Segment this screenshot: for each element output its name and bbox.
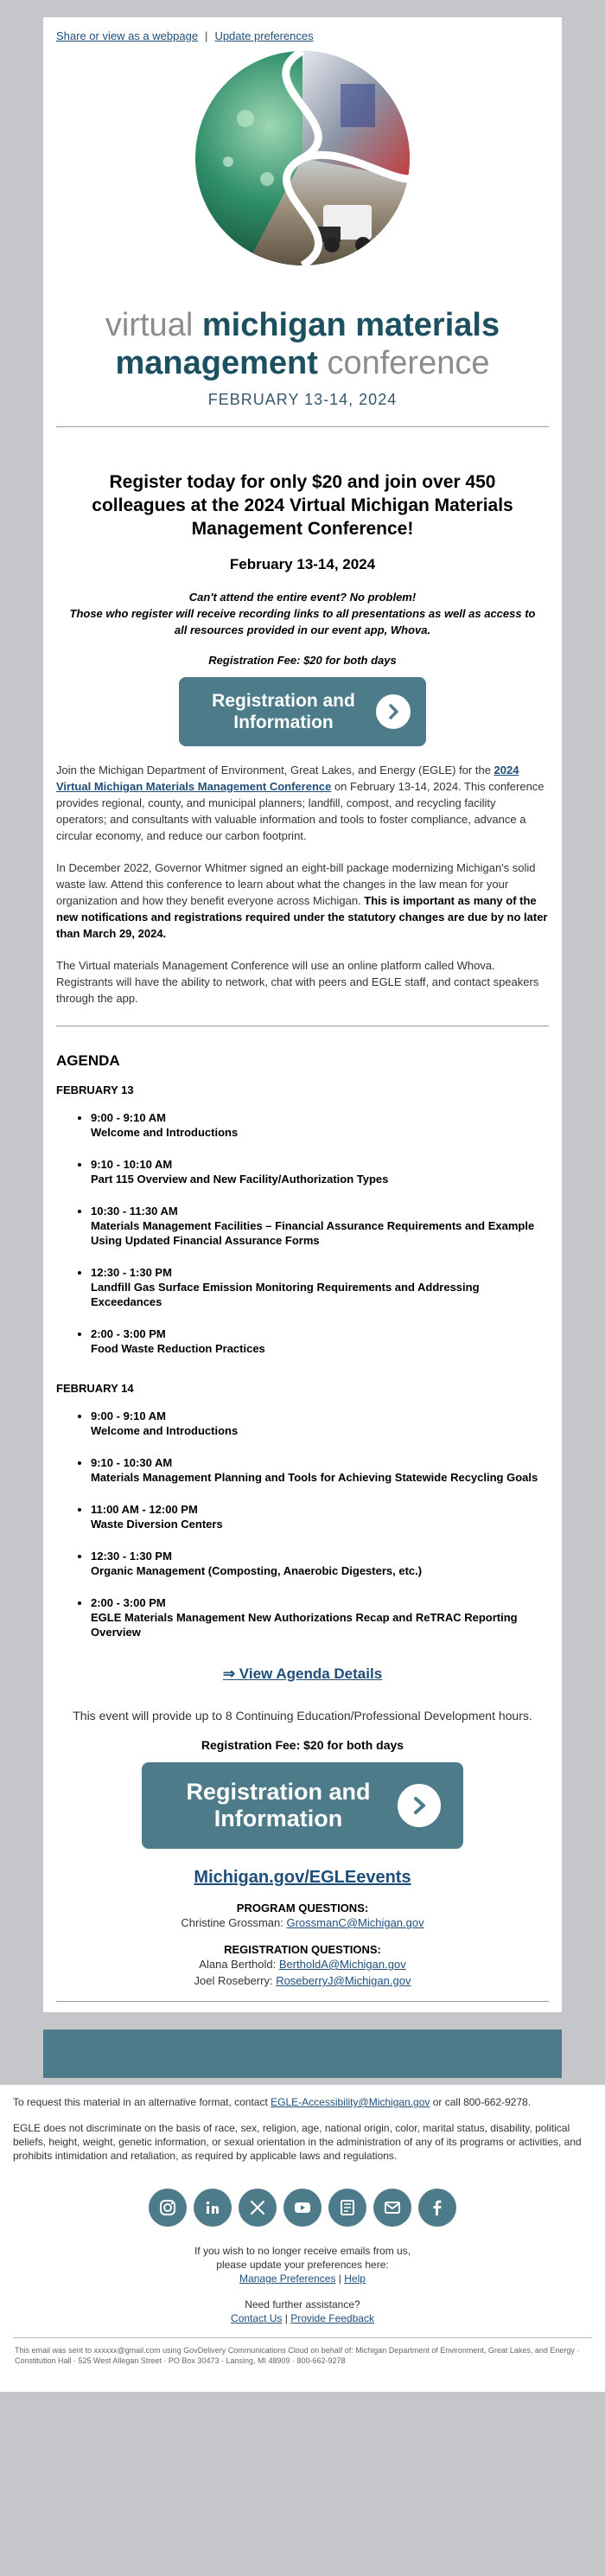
- session-time: • 12:30 - 1:30 PM: [91, 1266, 172, 1279]
- session-item: [91, 1157, 549, 1186]
- instagram-icon[interactable]: [149, 2189, 187, 2227]
- accessibility-phone: or call 800-662-9278.: [430, 2096, 532, 2108]
- intro-text-start: Join the Michigan Department of Environment, Great Lakes, and Energy (EGLE) for the: [56, 764, 494, 777]
- registration-contact-line: [56, 1956, 549, 1972]
- session-item: [91, 1265, 549, 1309]
- session-title: EGLE Materials Management New Authorizations Recap and ReTRAC Reporting Overview: [91, 1611, 518, 1639]
- footer-pipe: |: [284, 2312, 288, 2324]
- whova-paragraph: The Virtual materials Management Conference will use an online platform called Whova. Registrants will have the ability to network, chat with peers and EGLE staff, and contact speakers through the app.: [56, 959, 539, 1005]
- session-time: • 9:10 - 10:10 AM: [91, 1158, 173, 1171]
- registration-contact-name: Alana Berthold:: [199, 1958, 279, 1971]
- session-item: [91, 1549, 549, 1578]
- footer-pipe: |: [338, 2272, 341, 2285]
- logo-swirl-image: [194, 49, 411, 267]
- session-title: Organic Management (Composting, Anaerobic Digesters, etc.): [91, 1564, 423, 1577]
- session-title: Part 115 Overview and New Facility/Authorization Types: [91, 1173, 389, 1186]
- session-list: [56, 1409, 549, 1640]
- session-item: [91, 1409, 549, 1438]
- accessibility-note: [13, 2095, 592, 2109]
- conference-page-link[interactable]: 2024 Virtual Michigan Materials Management Conference: [56, 764, 519, 793]
- session-title: Materials Management Facilities – Financial Assurance Requirements and Example Using Updated Financial Assurance Forms: [91, 1219, 535, 1247]
- youtube-icon[interactable]: [283, 2189, 322, 2227]
- divider-bottom: [56, 2001, 549, 2002]
- registration-contact-line: [56, 1972, 549, 1989]
- registration-button-label: [191, 690, 376, 733]
- view-agenda-details-link[interactable]: ⇒ View Agenda Details: [222, 1665, 383, 1682]
- session-time: • 9:00 - 9:10 AM: [91, 1409, 166, 1422]
- agenda-day-2: [56, 1382, 549, 1640]
- session-time: • 11:00 AM - 12:00 PM: [91, 1503, 198, 1516]
- session-item: [91, 1595, 549, 1640]
- newsletter-icon[interactable]: [328, 2189, 366, 2227]
- session-time: • 2:00 - 3:00 PM: [91, 1596, 166, 1609]
- registration-button-line1: Registration and: [186, 1779, 371, 1805]
- title-word-conference: conference: [327, 345, 490, 381]
- registration-button-top[interactable]: [179, 677, 426, 746]
- registration-questions-heading: REGISTRATION QUESTIONS:: [224, 1943, 381, 1956]
- assistance-note: [13, 2298, 592, 2325]
- legal-footer: This email was sent to xxxxxx@gmail.com using GovDelivery Communications Cloud on behalf of: Michigan Department of Environment, Great Lakes, and Energy · Constitution Hall · 525 West Allegan Street · PO Box 30473 · Lansing, MI 48909 · 800-662-9278: [13, 2337, 592, 2392]
- chevron-right-icon: [398, 1784, 441, 1827]
- session-list: [56, 1110, 549, 1356]
- view-agenda-wrap: [56, 1665, 549, 1683]
- roseberry-email-link[interactable]: RoseberryJ@Michigan.gov: [276, 1974, 411, 1987]
- register-headline: Register today for only $20 and join over 450 colleagues at the 2024 Virtual Michigan Materials Management Conference!: [92, 472, 513, 539]
- registration-button-line2: Information: [233, 713, 334, 732]
- event-dates: February 13-14, 2024: [229, 556, 376, 572]
- registration-fee-bottom: Registration Fee: $20 for both days: [201, 1738, 404, 1752]
- grossman-email-link[interactable]: GrossmanC@Michigan.gov: [286, 1916, 424, 1929]
- provide-feedback-link[interactable]: Provide Feedback: [290, 2312, 374, 2324]
- session-item: [91, 1455, 549, 1485]
- session-time: • 2:00 - 3:00 PM: [91, 1327, 166, 1340]
- registration-button-label: [159, 1779, 398, 1832]
- agenda-heading: AGENDA: [56, 1052, 120, 1069]
- chevron-right-icon: [376, 694, 411, 729]
- update-preferences-link[interactable]: Update preferences: [214, 29, 314, 42]
- email-card: [43, 17, 562, 2012]
- registration-fee-top: Registration Fee: $20 for both days: [208, 654, 397, 667]
- x-icon[interactable]: [239, 2189, 277, 2227]
- registration-contact-name: Joel Roseberry:: [194, 1974, 277, 1987]
- program-contact-line: [56, 1914, 549, 1931]
- contact-us-link[interactable]: Contact Us: [231, 2312, 283, 2324]
- intro-paragraph: [56, 762, 549, 844]
- accessibility-email-link[interactable]: EGLE-Accessibility@Michigan.gov: [271, 2096, 430, 2108]
- cant-attend-line2: Those who register will receive recording links to all presentations as well as access to all resources provided in our event app, Whova.: [69, 607, 536, 636]
- assistance-text: Need further assistance?: [245, 2298, 360, 2311]
- footer-banner: [43, 2029, 562, 2078]
- session-title: Food Waste Reduction Practices: [91, 1342, 265, 1355]
- session-item: [91, 1502, 549, 1531]
- cant-attend-line1: Can't attend the entire event? No problem!: [188, 591, 417, 604]
- intro-text-end: on February 13-14, 2024. This conference provides regional, county, and municipal planners; landfill, compost, and recycling facility operators; and consultants with valuable information and tools to foster compliance, advance a circular economy, and reduce our carbon footprint.: [56, 780, 544, 842]
- manage-preferences-link[interactable]: Manage Preferences: [239, 2272, 336, 2285]
- agenda-day-label: FEBRUARY 14: [56, 1382, 134, 1395]
- footer: [0, 2085, 605, 2392]
- share-webpage-link[interactable]: Share or view as a webpage: [56, 29, 199, 42]
- registration-contacts: [56, 1943, 549, 1989]
- help-link[interactable]: Help: [344, 2272, 366, 2285]
- linkedin-icon[interactable]: [194, 2189, 232, 2227]
- ce-hours-note: This event will provide up to 8 Continuing Education/Professional Development hours.: [73, 1709, 532, 1723]
- unsubscribe-line1: If you wish to no longer receive emails from us,: [194, 2245, 411, 2257]
- program-questions-heading: PROGRAM QUESTIONS:: [236, 1902, 369, 1914]
- session-time: • 9:10 - 10:30 AM: [91, 1456, 173, 1469]
- agenda-day-label: FEBRUARY 13: [56, 1083, 134, 1096]
- divider-top: [56, 426, 549, 427]
- top-links: [56, 29, 549, 42]
- email-icon[interactable]: [373, 2189, 411, 2227]
- session-title: Landfill Gas Surface Emission Monitoring Requirements and Addressing Exceedances: [91, 1281, 480, 1308]
- solid-waste-text: In December 2022, Governor Whitmer signed an eight-bill package modernizing Michigan's solid waste law. Attend this conference to learn about what the changes in the law mean for your organization and how they benefit everyone across Michigan.: [56, 861, 536, 907]
- berthold-email-link[interactable]: BertholdA@Michigan.gov: [278, 1958, 406, 1971]
- events-link-wrap: [56, 1868, 549, 1888]
- social-icons: [13, 2189, 592, 2227]
- conference-logo: [56, 49, 549, 272]
- session-title: Waste Diversion Centers: [91, 1518, 223, 1531]
- program-contacts: [56, 1902, 549, 1931]
- registration-button-line2: Information: [213, 1806, 343, 1831]
- agenda-day-1: [56, 1083, 549, 1356]
- session-time: • 12:30 - 1:30 PM: [91, 1550, 172, 1563]
- accessibility-text: To request this material in an alternative format, contact: [13, 2096, 271, 2108]
- deadline-emphasis: This is important as many of the new notifications and registrations required under the statutory changes are due by no later than March 29, 2024.: [56, 894, 548, 940]
- session-item: [91, 1204, 549, 1248]
- cant-attend-note: [65, 589, 540, 638]
- session-title: Welcome and Introductions: [91, 1126, 239, 1139]
- unsubscribe-line2: please update your preferences here:: [216, 2259, 389, 2271]
- egle-events-link[interactable]: Michigan.gov/EGLEevents: [194, 1868, 411, 1887]
- registration-button-bottom[interactable]: [142, 1762, 463, 1849]
- session-item: [91, 1326, 549, 1356]
- program-contact-name: Christine Grossman:: [181, 1916, 287, 1929]
- title-word-management: management: [115, 345, 318, 381]
- top-links-separator: |: [205, 29, 208, 42]
- facebook-icon[interactable]: [418, 2189, 456, 2227]
- session-title: Welcome and Introductions: [91, 1424, 239, 1437]
- registration-button-line1: Registration and: [212, 691, 355, 711]
- title-word-michigan-materials: michigan materials: [201, 307, 500, 343]
- title-word-virtual: virtual: [105, 307, 194, 343]
- solid-waste-paragraph: [56, 860, 549, 942]
- session-item: [91, 1110, 549, 1140]
- nondiscrimination-note: EGLE does not discriminate on the basis of race, sex, religion, age, national origin, color, marital status, disability, political beliefs, height, weight, genetic information, or sexual orientation in the administration of any of its programs or activities, and prohibits intimidation and retaliation, as required by applicable laws and regulations.: [13, 2122, 582, 2162]
- session-title: Materials Management Planning and Tools for Achieving Statewide Recycling Goals: [91, 1471, 538, 1484]
- session-time: • 9:00 - 9:10 AM: [91, 1111, 166, 1124]
- conference-date: FEBRUARY 13-14, 2024: [207, 391, 398, 408]
- conference-title: [56, 306, 549, 382]
- unsubscribe-note: [13, 2244, 592, 2285]
- session-time: • 10:30 - 11:30 AM: [91, 1205, 178, 1218]
